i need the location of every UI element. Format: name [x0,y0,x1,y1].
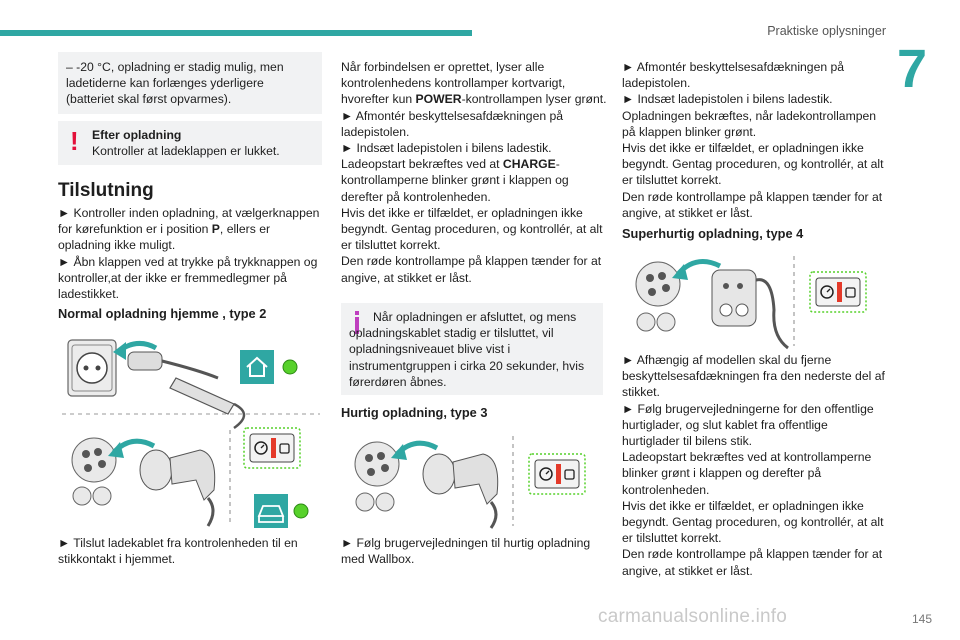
col1-body [58,205,324,302]
col2-step: ► Følg brugervejledningen til hurtig opladning med Wallbox. [341,536,591,567]
col3-body-2 [622,352,888,579]
warning-text: Kontroller at ladeklappen er lukket. [92,144,280,158]
illustration-type3 [341,430,607,530]
paragraph: Den røde kontrollampe på klappen tænder for at angive, at stikket er låst. [622,547,883,578]
paragraph: Hvis det ikke er tilfældet, er opladningen ikke begyndt. Gentag proceduren, og kontrollér, at alt er tilsluttet korrekt. [341,205,603,253]
col3-body [622,59,888,221]
paragraph: ► Afmontér beskyttelsesafdækningen på ladepistolen. [622,60,845,91]
illustration-type2-home [58,330,324,530]
paragraph: ► Afmontér beskyttelsesafdækningen på ladepistolen. [341,108,564,139]
paragraph: ► Åbn klappen ved at trykke på trykknappen og kontroller,at der ikke er fremmedlegmer på ladestikket. [58,254,318,302]
col2-body [341,59,607,286]
paragraph: Den røde kontrollampe på klappen tænder for at angive, at stikket er låst. [341,254,602,285]
paragraph: Opladningen bekræftes, når ladekontrollampen på klappen blinker grønt. [622,108,877,139]
col1-step: ► Tilslut ladekablet fra kontrolenheden til en stikkontakt i hjemmet. [58,536,298,567]
paragraph: Ladeopstart bekræftes ved at CHARGE-kontrollamperne blinker grønt i klappen og derefter på kontrolenheden. [341,157,569,204]
illustration-type4 [622,250,888,350]
paragraph: Hvis det ikke er tilfældet, er opladningen ikke begyndt. Gentag proceduren, og kontrollér, at alt er tilsluttet korrekt. [622,141,884,188]
paragraph: ► Indsæt ladepistolen i bilens ladestik. [341,141,552,156]
paragraph: Den røde kontrollampe på klappen tænder for at angive, at stikket er låst. [622,189,883,220]
warning-icon: ! [70,126,79,156]
paragraph: Hvis det ikke er tilfældet, er opladningen ikke begyndt. Gentag proceduren, og kontrollér, at alt er tilsluttet korrekt. [622,498,884,546]
subtitle-type3: Hurtig opladning, type 3 [341,405,488,420]
paragraph: Når forbindelsen er oprettet, lyser alle kontrolenhedens kontrollamper kortvarigt, hvorefter kun POWER-kontrollampen lyser grønt. [341,60,607,107]
watermark: carmanualsonline.info [598,606,788,627]
header-title: Praktiske oplysninger [767,24,886,38]
paragraph: ► Indsæt ladepistolen i bilens ladestik. [622,92,833,107]
header-accent-bar [0,30,472,36]
paragraph: ► Kontroller inden opladning, at vælgerknappen for kørefunktion er i position P, ellers er opladning ikke muligt. [58,206,320,253]
page-number: 145 [912,612,933,626]
info-text: Når opladningen er afsluttet, og mens opladningskablet stadig er tilsluttet, vil opladningsniveauet blive vist i instrumentgruppen i cirka 20 sekunder, hvis førerdøren åbnes. [349,310,585,389]
paragraph: ► Afhængig af modellen skal du fjerne beskyttelsesafdækningen fra den nederste del af stikket. [622,353,885,400]
warning-title: Efter opladning [92,128,182,142]
note-text: – -20 °C, opladning er stadig mulig, men ladetiderne kan forlænges yderligere (batteriet skal først opvarmes). [66,60,284,107]
section-title: Tilslutning [58,180,154,201]
subtitle-type2: Normal opladning hjemme , type 2 [58,306,267,321]
subtitle-type4: Superhurtig opladning, type 4 [622,226,804,241]
paragraph: Ladeopstart bekræftes ved at kontrollamperne blinker grønt i klappen og derefter på kontrolenheden. [622,450,872,497]
chapter-number: 7 [897,39,928,99]
paragraph: ► Følg brugervejledningerne for den offentlige hurtiglader, og slut kablet fra offentlige hurtiglader til bilens stik. [622,401,874,449]
